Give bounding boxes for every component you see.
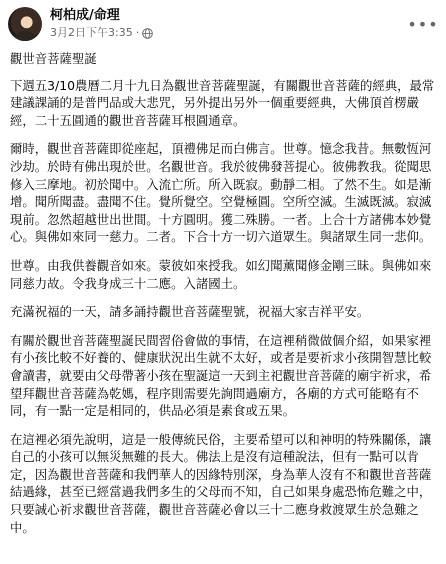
- post-subline: [50, 26, 410, 40]
- post-title: 觀世音菩薩聖誕: [10, 51, 97, 66]
- post-meta: [50, 8, 410, 40]
- paragraph-1: 下週五3/10農曆二月十九日為觀世音菩薩聖誕，有關觀世音菩薩的經典，最常建議課誦的是普門品或大悲咒，另外提出另外一個重要經典，大佛頂首楞嚴經，二十五圓通的觀世音菩薩耳根圓通章。: [10, 77, 435, 128]
- post-header: [0, 0, 446, 42]
- avatar[interactable]: [8, 7, 42, 41]
- post-body: [0, 42, 446, 536]
- more-options-icon[interactable]: •••: [407, 14, 439, 34]
- separator-dot: ·: [135, 26, 140, 39]
- paragraph-6: 在這裡必須先說明，這是一般傳統民俗，主要希望可以和神明的特殊關係，讓自己的小孩可以無災無難的長大。佛法上是沒有這種說法，但有一點可以肯定，因為觀世音菩薩和我們華人的因緣特別深，身為華人沒有不和觀世音菩薩結過緣，甚至已經當過我們多生的父母而不知，自己如果身處恐怖危難之中，只要誠心祈求觀世音菩薩，觀世音菩薩必會以三十二應身救渡眾生於急難之中。: [10, 431, 432, 535]
- paragraph-2: 爾時，觀世音菩薩即從座起，頂禮佛足而白佛言。世尊。憶念我昔。無數恆河沙劫。於時有佛出現於世。名觀世音。我於彼佛發菩提心。彼佛教我。從聞思修入三摩地。初於聞中。入流亡所。所入既寂。動靜二相。了然不生。如是漸增。聞所聞盡。盡聞不住。覺所覺空。空覺極圓。空所空滅。生滅既滅。寂滅現前。忽然超越世出世間。十方圓明。獲二殊勝。一者。上合十方諸佛本妙覺心。與佛如來同一慈力。二者。下合十方一切六道眾生。與諸眾生同一悲仰。: [10, 141, 432, 245]
- globe-icon[interactable]: [142, 28, 153, 39]
- post-timestamp[interactable]: 3月2日下午3:35: [50, 26, 133, 39]
- author-name[interactable]: 柯柏成/命理: [50, 8, 120, 23]
- paragraph-5: 有關於觀世音菩薩聖誕民間習俗會做的事情，在這裡稍微做個介紹，如果家裡有小孩比較不好養的、健康狀況出生就不太好，或者是要祈求小孩開智慧比較會讀書，就要由父母帶著小孩在聖誕這一天到主祀觀世音菩薩的廟宇祈求，希望拜觀世音菩薩為乾媽，程序則需要先詢問過廟方，各廟的方式可能略有不同，有一點一定是相同的，供品必須是素食或五果。: [10, 332, 432, 419]
- paragraph-3: 世尊。由我供養觀音如來。蒙彼如來授我。如幻聞薰聞修金剛三昧。與佛如來同慈力故。令我身成三十二應。入諸國土。: [10, 257, 432, 291]
- paragraph-4: 充滿祝福的一天，請多誦持觀世音菩薩聖號，祝福大家吉祥平安。: [10, 304, 370, 320]
